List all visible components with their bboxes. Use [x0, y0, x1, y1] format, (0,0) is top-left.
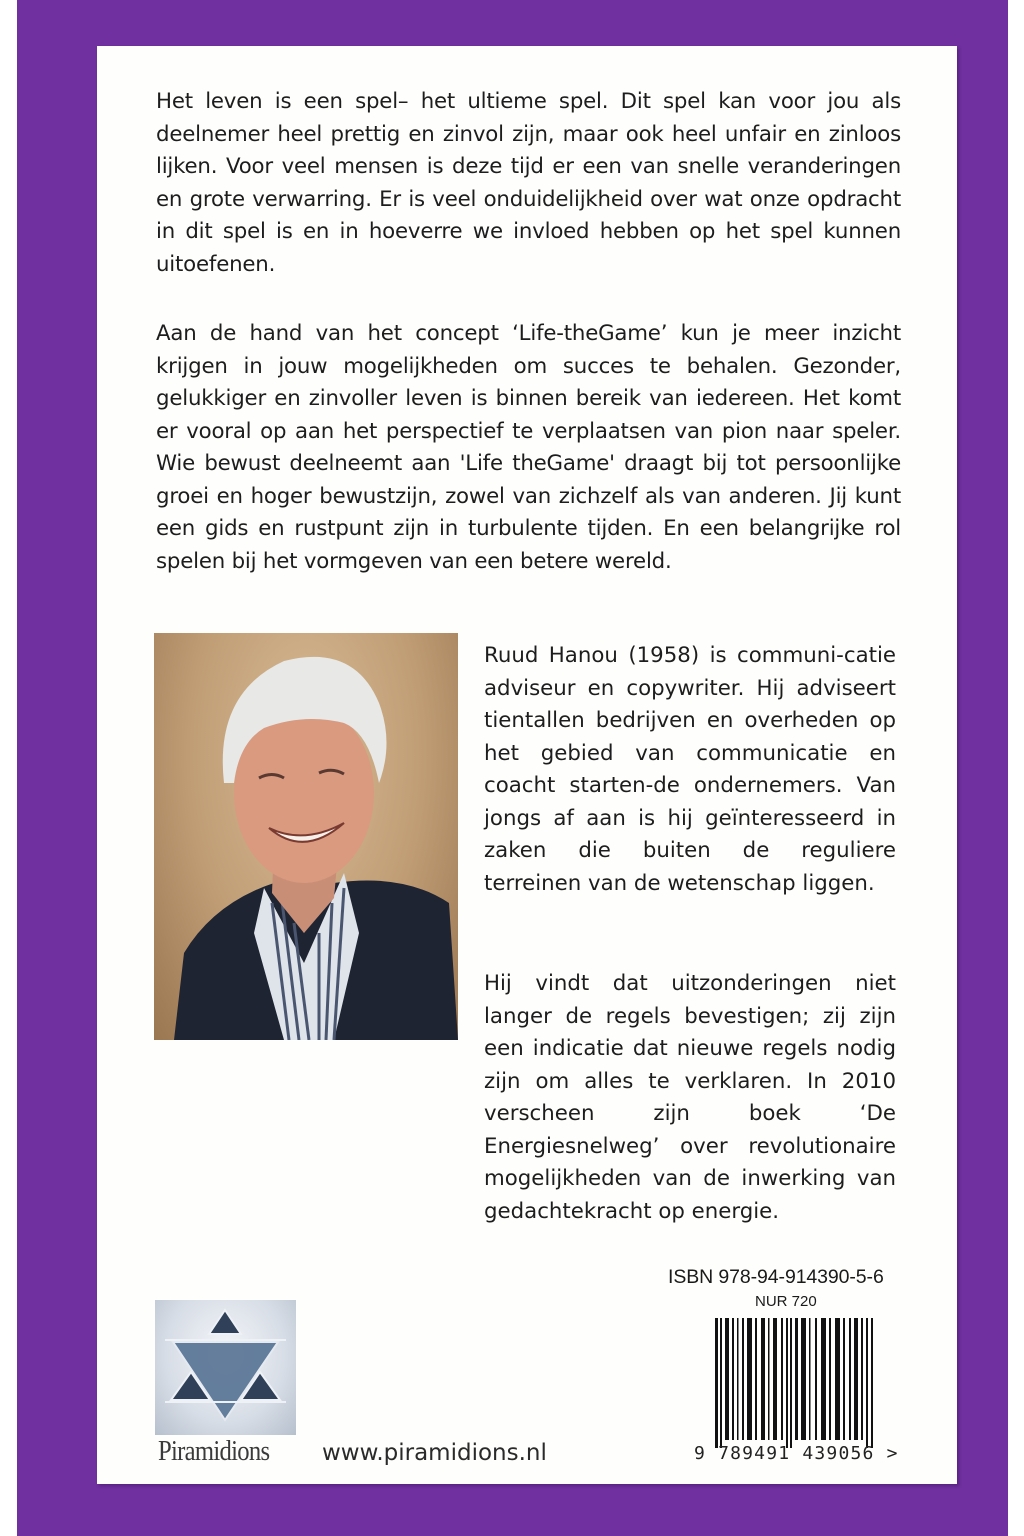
isbn-label: ISBN 978-94-914390-5-6: [668, 1266, 884, 1288]
intro-paragraph-2: [156, 318, 901, 578]
publisher-name: Piramidions: [158, 1436, 270, 1467]
barcode: [713, 1318, 888, 1448]
author-bio-paragraph-2: [484, 968, 896, 1228]
barcode-bars-icon: [713, 1318, 888, 1448]
author-photo: [154, 633, 458, 1040]
barcode-digits: 9 789491 439056 >: [694, 1443, 899, 1464]
author-bio-1-text: Ruud Hanou (1958) is communi-catie adviseur en copywriter. Hij adviseert tientallen bedrijven en overheden op het gebied van communicatie en coacht starten-de ondernemers. Van jongs af aan is hij geïnteresseerd in zaken die buiten de reguliere terreinen van de wetenschap liggen.: [484, 643, 896, 896]
star-of-david-triangles-icon: [155, 1300, 296, 1435]
author-bio-paragraph-1: [484, 640, 896, 900]
intro-paragraph-2-text: Aan de hand van het concept ‘Life-theGame’ kun je meer inzicht krijgen in jouw mogelijkheden om succes te behalen. Gezonder, gelukkiger en zinvoller leven is binnen bereik van iedereen. Het komt er vooral op aan het perspectief te verplaatsen van pion naar speler. Wie bewust deelneemt aan 'Life theGame' draagt bij tot persoonlijke groei en hoger bewustzijn, zowel van zichzelf als van anderen. Jij kunt een gids en rustpunt zijn in turbulente tijden. En een belangrijke rol spelen bij het vormgeven van een betere wereld.: [156, 321, 901, 574]
nur-label: NUR 720: [755, 1293, 817, 1310]
intro-paragraph-1: [156, 86, 901, 281]
intro-paragraph-1-text: Het leven is een spel– het ultieme spel. Dit spel kan voor jou als deelnemer heel prettig en zinvol zijn, maar ook heel unfair en zinloos lijken. Voor veel mensen is deze tijd er een van snelle veranderingen en grote verwarring. Er is veel onduidelijkheid over wat onze opdracht in dit spel is en in hoeverre we invloed hebben op het spel kunnen uitoefenen.: [156, 89, 901, 277]
author-bio-2-text: Hij vindt dat uitzonderingen niet langer de regels bevestigen; zij zijn een indicatie dat nieuwe regels nodig zijn om alles te verklaren. In 2010 verscheen zijn boek ‘De Energiesnelweg’ over revolutionaire mogelijkheden van de inwerking van gedachtekracht op energie.: [484, 971, 896, 1224]
publisher-website-link[interactable]: www.piramidions.nl: [322, 1440, 547, 1466]
author-portrait-icon: [154, 633, 458, 1040]
publisher-logo: [155, 1300, 296, 1435]
